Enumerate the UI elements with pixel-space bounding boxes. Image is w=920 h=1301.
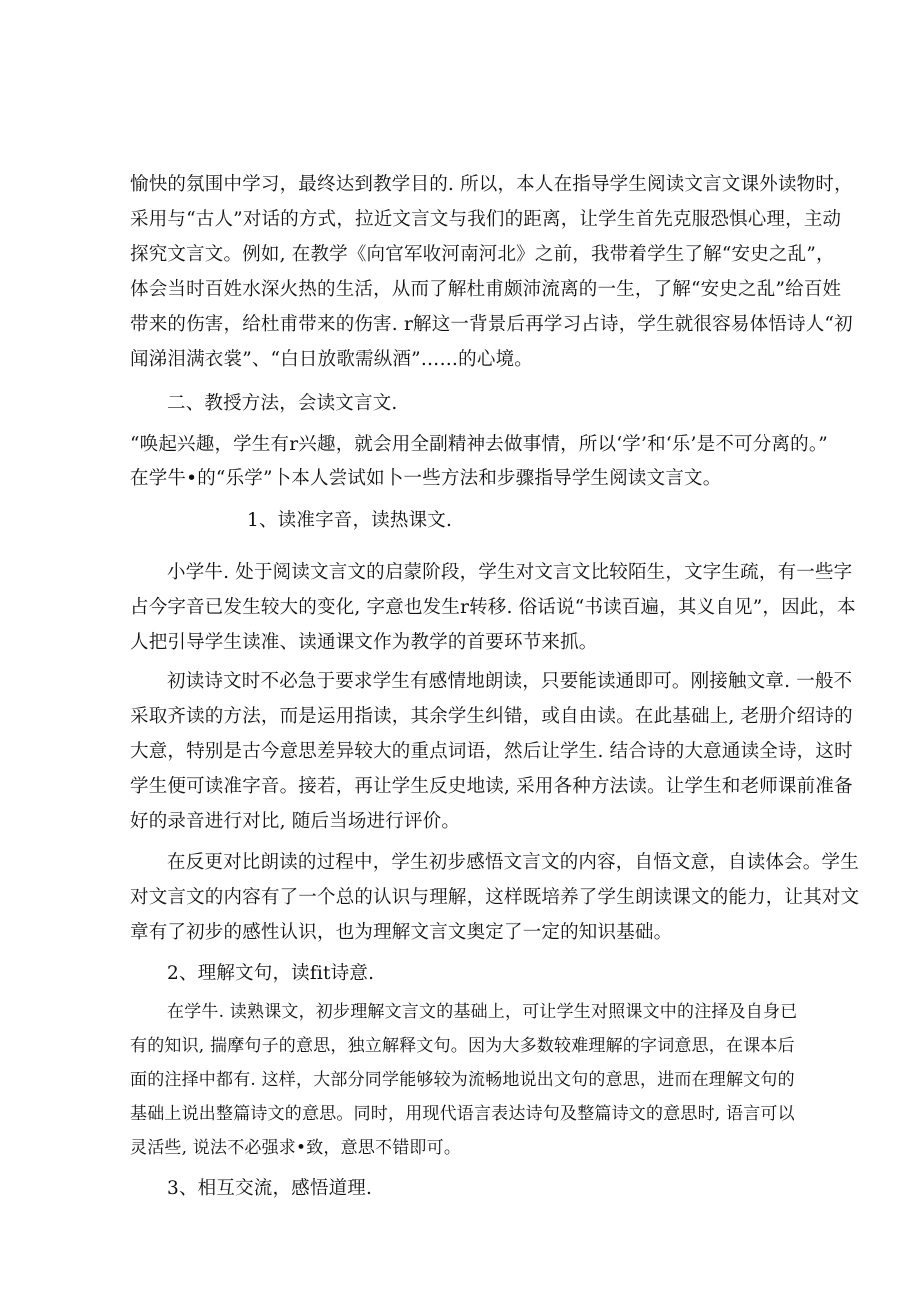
- body-line: 探究文言文。例如, 在教学《向官军收河南河北》之前，我带着学生了解“安史之乱”，: [130, 244, 835, 265]
- body-line: 面的注择中都有. 这样，大部分同学能够较为流畅地说出文句的意思，进而在理解文句的: [130, 1070, 795, 1090]
- section-heading: 二、教授方法，会读文言文.: [167, 393, 398, 414]
- body-line: 大意，特别是古今意思差异较大的重点词语，然后让学生. 结合诗的大意通读全诗，这时: [130, 741, 853, 762]
- body-line: 愉快的氛围中学习，最终达到教学目的. 所以，本人在指导学生阅读文言文课外读物时，: [130, 174, 853, 195]
- body-line: 在学牛. 读熟课文，初步理解文言文的基础上，可让学生对照课文中的注择及自身已: [167, 1002, 798, 1022]
- body-line: 占今字音已发生较大的变化, 字意也发生r转移. 俗话说“书读百遍，其义自见”，因此，本: [130, 597, 856, 618]
- body-line: 带来的伤害，给杜甫带来的伤害. r解这一背景后再学习占诗，学生就很容易体悟诗人“初: [130, 314, 853, 335]
- body-line: 体会当时百姓水深火热的生活，从而了解杜甫颇沛流离的一生，了解“安史之乱”给百姓: [130, 279, 842, 300]
- body-line: 好的录音进行对比, 随后当场进行评价。: [130, 811, 461, 832]
- body-line: 章有了初步的感性认识，也为理解文言文奥定了一定的知识基础。: [130, 922, 673, 943]
- body-line: 闻涕泪满衣裳”、“白日放歌需纵酒”……的心境。: [130, 349, 533, 370]
- body-line: 有的知识, 揣摩句子的意思，独立解释文句。因为大多数较难理解的字词意思，在课本后: [130, 1036, 795, 1056]
- subsection-heading: 1、读准字音，读热课文.: [247, 510, 453, 531]
- subsection-heading: 3、相互交流，感悟道理.: [167, 1178, 373, 1199]
- body-line: 基础上说出整篇诗文的意思。同时，用现代语言表达诗句及整篇诗文的意思时, 语言可以: [130, 1104, 795, 1124]
- body-line: 采用与“古人”对话的方式，拉近文言文与我们的距离，让学生首先克服恐惧心理，主动: [130, 209, 842, 230]
- body-line: 在学牛•的“乐学”卜本人尝试如卜一些方法和步骤指导学生阅读文言文。: [130, 468, 722, 489]
- body-line: 初读诗文时不必急于要求学生有感情地朗读，只要能读通即可。刚接触文章. 一般不: [167, 671, 853, 692]
- body-line: 人把引导学生读准、读通课文作为教学的首要环节来抓。: [130, 632, 598, 653]
- body-line: 对文言文的内容有了一个总的认识与理解，这样既培养了学生朗读课文的能力，让其对文: [130, 887, 860, 908]
- quote-line: “唤起兴趣，学生有r兴趣，就会用全副精神去做事情，所以‘学’和‘乐’是不可分离的。”: [130, 434, 828, 455]
- subsection-heading: 2、理解文句，读fit诗意.: [167, 963, 375, 984]
- body-line: 采取齐读的方法，而是运用指读，其余学生纠错，或自由读。在此基础上, 老册介绍诗的: [130, 706, 853, 727]
- body-line: 小学牛. 处于阅读文言文的启蒙阶段，学生对文言文比较陌生，文字生疏，有一些字: [167, 562, 853, 583]
- body-line: 在反更对比朗读的过程中，学生初步感悟文言文的内容，自悟文意，自读体会。学生: [167, 852, 859, 873]
- body-line: 灵活些, 说法不必强求•致，意思不错即可。: [130, 1138, 462, 1158]
- body-line: 学生便可读准字音。接若，再让学生反史地读, 采用各种方法读。让学生和老师课前准备: [130, 776, 853, 797]
